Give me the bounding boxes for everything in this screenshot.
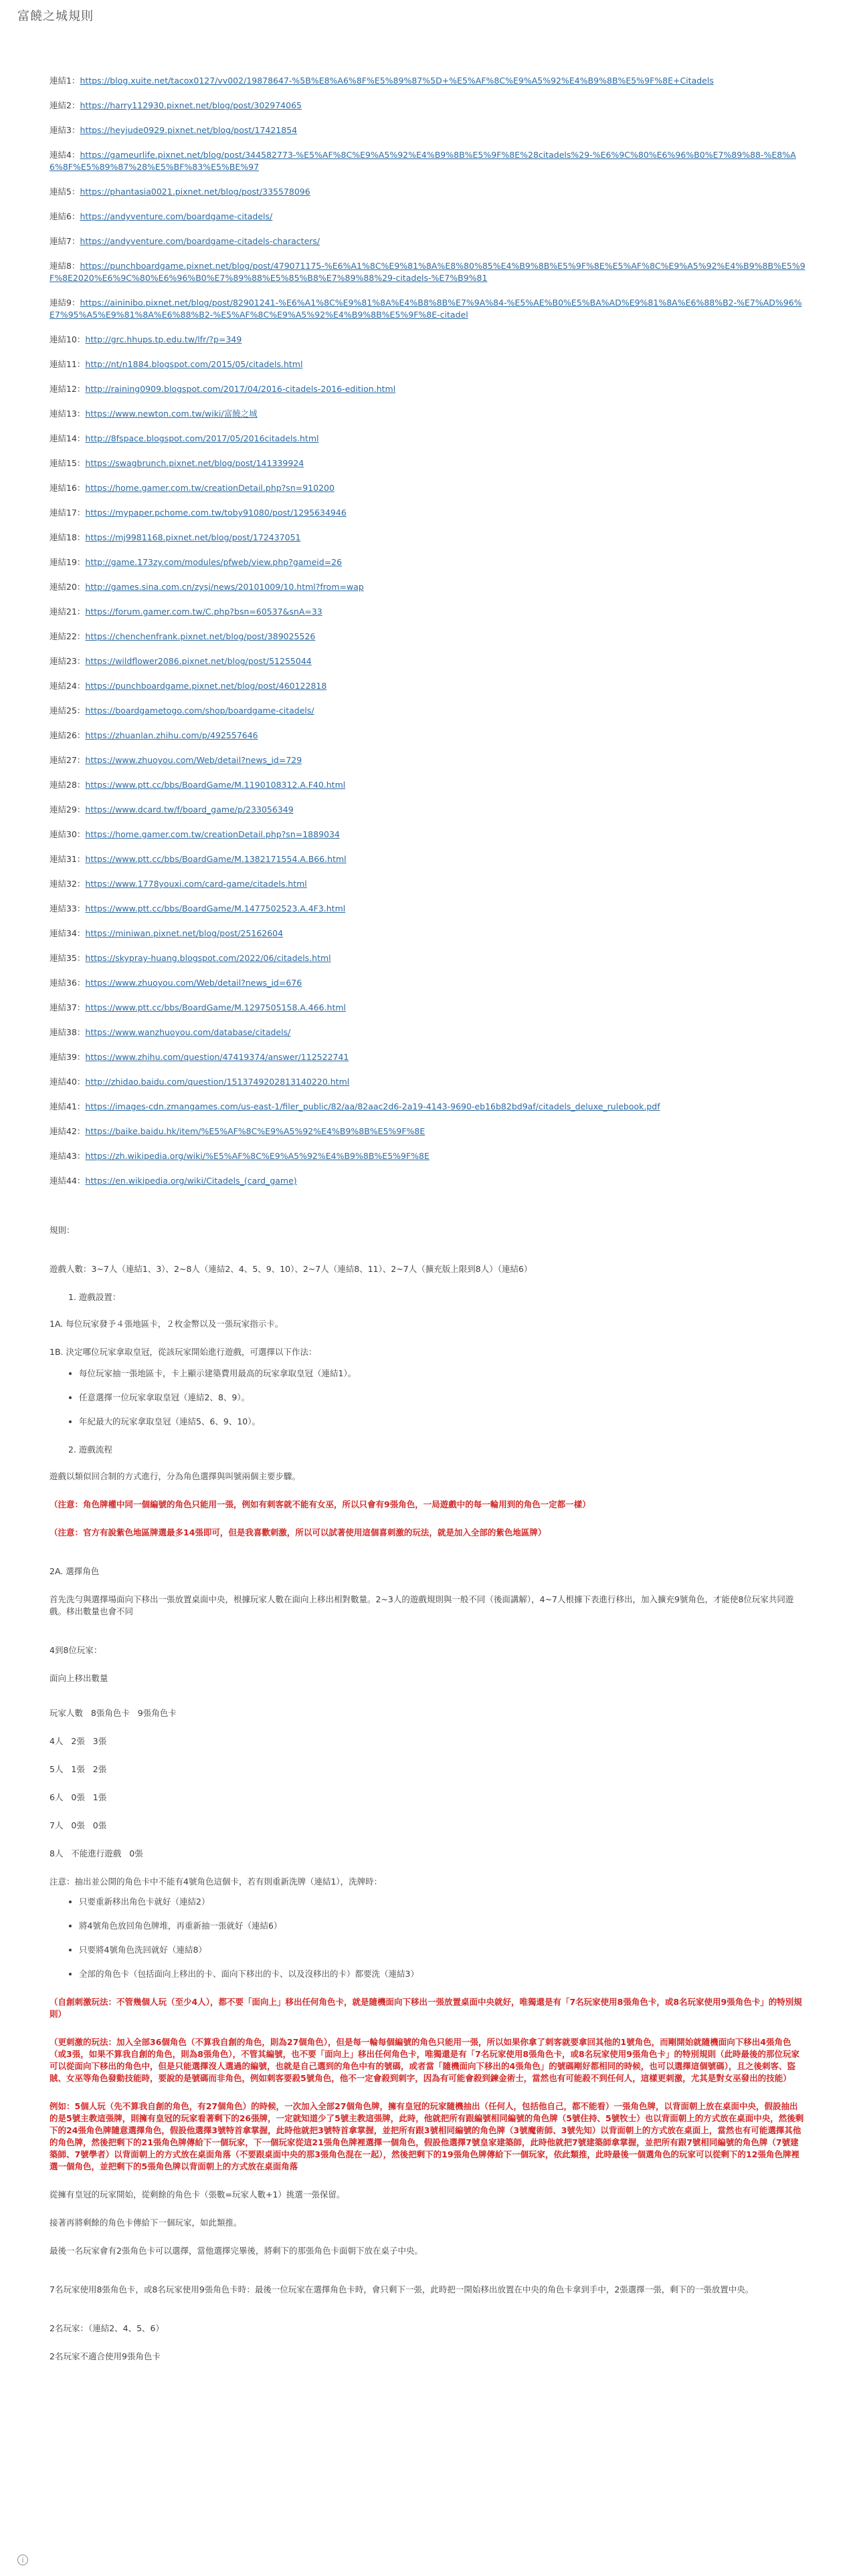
reference-link-item: [50, 297, 805, 321]
reference-link[interactable]: https://mj9981168.pixnet.net/blog/post/172437051: [85, 532, 301, 542]
reference-link[interactable]: https://blog.xuite.net/tacox0127/vv002/19878647-%5B%E8%A6%8F%E5%89%87%5D+%E5%AF%8C%E9%A5%92%E4%B9%8B%E5%9F%8E+Citadels: [80, 76, 714, 86]
reference-link[interactable]: https://www.wanzhuoyou.com/database/citadels/: [85, 1027, 291, 1037]
setup-heading: 1. 遊戲設置：: [68, 1292, 121, 1302]
reference-link-item: [50, 1150, 805, 1162]
reference-link-label: 連結25：: [50, 706, 86, 716]
reference-link-item: [50, 408, 805, 420]
reference-link-label: 連結7：: [50, 236, 80, 246]
redraw-option-item: • 將4號角色放回角色牌堆，再重新抽一張就好（連結6）: [79, 1920, 805, 1932]
reference-link[interactable]: https://baike.baidu.hk/item/%E5%AF%8C%E9%A5%92%E4%B9%8B%E5%9F%8E: [85, 1126, 425, 1136]
reference-link-label: 連結6：: [50, 211, 80, 221]
reference-link-item: [50, 507, 805, 519]
reference-link-item: [50, 878, 805, 890]
reference-link-item: [50, 1002, 805, 1014]
reference-link-item: [50, 1076, 805, 1088]
reference-link-label: 連結16：: [50, 483, 86, 493]
red-block-1: （自創刺激玩法：不管幾個人玩（至少4人），都不要「面向上」移出任何角色卡，就是隨機面向下移出一張放置桌面中央就好，唯獨還是有「7名玩家使用8張角色卡，或8名玩家使用9張角色卡」的特別規則）: [50, 1997, 802, 2019]
reference-link[interactable]: http://game.173zy.com/modules/pfweb/view.php?gameid=26: [85, 557, 343, 567]
reference-link-item: [50, 457, 805, 469]
reference-link[interactable]: https://www.zhuoyou.com/Web/detail?news_id=729: [85, 755, 302, 765]
reference-link[interactable]: https://home.gamer.com.tw/creationDetail.php?sn=1889034: [85, 829, 340, 839]
crown-options-list: [50, 1368, 805, 1428]
table-subheading: 面向上移出數量: [50, 1673, 108, 1683]
reference-link-label: 連結1：: [50, 76, 80, 86]
reference-link-label: 連結20：: [50, 582, 86, 592]
reference-link[interactable]: https://chenchenfrank.pixnet.net/blog/post/389025526: [85, 631, 316, 641]
reference-link-item: [50, 1125, 805, 1138]
reference-link[interactable]: https://www.ptt.cc/bbs/BoardGame/M.1190108312.A.F40.html: [85, 780, 346, 790]
reference-link[interactable]: https://home.gamer.com.tw/creationDetail.php?sn=910200: [85, 483, 335, 493]
reference-link-label: 連結44：: [50, 1176, 86, 1186]
after-step-2: 接著再將剩餘的角色卡傳給下一個玩家，如此類推。: [50, 2218, 242, 2228]
reference-link[interactable]: https://punchboardgame.pixnet.net/blog/post/479071175-%E6%A1%8C%E9%81%8A%E8%80%85%E4%B9%8B%E5%9F%8E%E5%AF%8C%E9%A5%92%E4%B9%8B%E5%9F%8E2020%E6%9C%80%E6%96%B0%E7%89%88%E5%85%B8%E7%89%88%29-citadels-%E7%B9%81: [50, 261, 805, 283]
flow-heading: 2. 遊戲流程: [68, 1444, 112, 1455]
reference-link-label: 連結3：: [50, 125, 80, 135]
red-block-2: （更刺激的玩法：加入全部36個角色（不算我自創的角色，則為27個角色），但是每一輪每個編號的角色只能用一張，所以如果你拿了刺客就要拿回其他的1號角色，而剛開始就隨機面向下移出4張角色（或3張，如果不算我自創的角色，則為8張角色），不管其編號，也不要「面向上」移出任何角色卡，唯獨還是有「7名玩家使用8張角色卡，或8名玩家使用9張角色卡」的特別規則（此時最後的那位玩家可以從面向下移出的角色中，但是只能選擇沒人選過的編號，也就是自己選到的角色中有的號碼，或者當「隨機面向下移出的4張角色」的號碼剛好都相同的時候，也可以選擇這個號碼），且之後刺客、盜賊、女巫等角色發動技能時，要說的是號碼而非角色，例如刺客要殺5號角色，他不一定會殺到刺字，因為有可能會殺到鍊金術士，當然也有可能殺不到任何人，這樣更刺激，尤其是對女巫發出的技能）: [50, 2037, 799, 2083]
reference-link-label: 連結5：: [50, 187, 80, 197]
reference-link-label: 連結13：: [50, 409, 86, 419]
reference-link-label: 連結8：: [50, 261, 80, 271]
reference-link[interactable]: https://miniwan.pixnet.net/blog/post/25162604: [85, 928, 284, 938]
reference-link[interactable]: https://www.dcard.tw/f/board_game/p/233056349: [85, 804, 294, 815]
reference-link[interactable]: https://skypray-huang.blogspot.com/2022/06/citadels.html: [85, 953, 331, 963]
reference-link[interactable]: https://zhuanlan.zhihu.com/p/492557646: [85, 730, 258, 740]
reference-link-item: [50, 1027, 805, 1039]
reference-link[interactable]: https://aininibo.pixnet.net/blog/post/82901241-%E6%A1%8C%E9%81%8A%E4%B8%8B%E7%9A%84-%E5%AE%B0%E5%BA%AD%E9%81%8A%E6%88%B2-%E7%AD%96%E7%95%A5%E9%81%8A%E6%88%B2-%E5%AF%8C%E9%A5%92%E4%B9%8B%E5%9F%8E-citadel: [50, 298, 802, 320]
reference-link[interactable]: https://wildflower2086.pixnet.net/blog/post/51255044: [85, 656, 312, 666]
redraw-option-item: • 只要將4號角色洗回就好（連結8）: [79, 1944, 805, 1956]
reference-link[interactable]: https://www.zhuoyou.com/Web/detail?news_id=676: [85, 978, 302, 988]
reference-link-item: [50, 556, 805, 568]
reference-link-label: 連結31：: [50, 854, 86, 864]
reference-link[interactable]: http://8fspace.blogspot.com/2017/05/2016citadels.html: [85, 433, 319, 443]
select-intro: 首先洗勻與選擇場面向下移出一張放置桌面中央，根據玩家人數在面向上移出相對數量。2~3人的遊戲規則與一般不同（後面講解），4~7人根據下表進行移出，加入擴充9號角色，才能使8位玩家共同遊戲。移出數量也會不同: [50, 1594, 794, 1616]
page-title: 富饒之城規則: [17, 9, 94, 23]
reference-link[interactable]: http://games.sina.com.cn/zysj/news/20101009/10.html?from=wap: [85, 582, 364, 592]
table-row: 4人 2張 3張: [50, 1736, 107, 1746]
reference-link[interactable]: https://www.ptt.cc/bbs/BoardGame/M.1297505158.A.466.html: [85, 1002, 346, 1012]
reference-link-item: [50, 730, 805, 742]
reference-link[interactable]: https://boardgametogo.com/shop/boardgame-citadels/: [85, 706, 314, 716]
reference-link-label: 連結32：: [50, 879, 86, 889]
reference-link-item: [50, 186, 805, 198]
reference-link-label: 連結41：: [50, 1101, 86, 1111]
flow-intro: 遊戲以類似回合制的方式進行，分為角色選擇與叫號兩個主要步驟。: [50, 1471, 301, 1481]
reference-link-list: [50, 75, 805, 1187]
reference-link-item: [50, 211, 805, 223]
reference-link-label: 連結39：: [50, 1052, 86, 1062]
reference-link[interactable]: https://mypaper.pchome.com.tw/toby91080/post/1295634946: [85, 508, 347, 518]
reference-link-item: [50, 1051, 805, 1063]
reference-link-label: 連結14：: [50, 433, 86, 443]
reference-link-label: 連結11：: [50, 359, 86, 369]
reference-link-label: 連結12：: [50, 384, 86, 394]
reference-link-item: [50, 853, 805, 865]
reference-link[interactable]: https://swagbrunch.pixnet.net/blog/post/141339924: [85, 458, 304, 468]
reference-link-label: 連結42：: [50, 1126, 86, 1136]
reference-link-label: 連結33：: [50, 903, 86, 914]
player-count: 遊戲人數：3~7人（連結1、3）、2~8人（連結2、4、5、9、10）、2~7人（連結8、11）、2~7人（擴充版上限到8人）（連結6）: [50, 1264, 533, 1274]
redraw-option-item: • 只要重新移出角色卡就好（連結2）: [79, 1896, 805, 1908]
setup-1b: 1B. 決定哪位玩家拿取皇冠，從該玩家開始進行遊戲，可選擇以下作法：: [50, 1347, 317, 1357]
reference-link-label: 連結43：: [50, 1151, 86, 1161]
reference-link[interactable]: https://andyventure.com/boardgame-citadels-characters/: [80, 236, 320, 246]
reference-link-item: [50, 124, 805, 136]
reference-link[interactable]: https://www.zhihu.com/question/47419374/answer/112522741: [85, 1052, 349, 1062]
reference-link[interactable]: http://grc.hhups.tp.edu.tw/lfr/?p=349: [85, 334, 242, 344]
reference-link[interactable]: http://raining0909.blogspot.com/2017/04/2016-citadels-2016-edition.html: [85, 384, 396, 394]
reference-link-item: [50, 433, 805, 445]
reference-link-item: [50, 482, 805, 494]
reference-link-item: [50, 532, 805, 544]
after-step-3: 最後一名玩家會有2張角色卡可以選擇，當他選擇完畢後，將剩下的那張角色卡面朝下放在桌子中央。: [50, 2246, 423, 2256]
reference-link-label: 連結15：: [50, 458, 86, 468]
reference-link-label: 連結24：: [50, 681, 86, 691]
rules-heading: 規則：: [50, 1225, 75, 1235]
article-body: [50, 75, 805, 2379]
reference-link[interactable]: https://punchboardgame.pixnet.net/blog/post/460122818: [85, 681, 327, 691]
reference-link-label: 連結17：: [50, 508, 86, 518]
reference-link-item: [50, 655, 805, 667]
reference-link-item: [50, 581, 805, 593]
reference-link-label: 連結19：: [50, 557, 86, 567]
reference-link-label: 連結35：: [50, 953, 86, 963]
reference-link-item: [50, 928, 805, 940]
reference-link-item: [50, 75, 805, 87]
reference-link[interactable]: https://en.wikipedia.org/wiki/Citadels_(card_game): [85, 1176, 297, 1186]
two-player-heading: 2名玩家：（連結2、4、5、6）: [50, 2323, 165, 2333]
reference-link-item: [50, 705, 805, 717]
reference-link-label: 連結40：: [50, 1077, 86, 1087]
reference-link[interactable]: https://www.ptt.cc/bbs/BoardGame/M.1382171554.A.B66.html: [85, 854, 347, 864]
reference-link[interactable]: http://nt/n1884.blogspot.com/2015/05/citadels.html: [85, 359, 303, 369]
reference-link[interactable]: https://images-cdn.zmangames.com/us-east-1/filer_public/82/aa/82aac2d6-2a19-4143-9690-eb16b82bd9af/citadels_deluxe_rulebook.pdf: [85, 1101, 660, 1111]
setup-1a: 1A. 每位玩家發予４張地區卡，２枚金幣以及一張玩家指示卡。: [50, 1319, 284, 1329]
redraw-options-list: [50, 1896, 805, 1980]
table-row: 5人 1張 2張: [50, 1764, 107, 1774]
reference-link-label: 連結37：: [50, 1002, 86, 1012]
reference-link-item: [50, 804, 805, 816]
reference-link-item: [50, 606, 805, 618]
reference-link-item: [50, 100, 805, 112]
reference-link-item: [50, 260, 805, 284]
reference-link-item: [50, 383, 805, 395]
reference-link-item: [50, 631, 805, 643]
special-rule: 7名玩家使用8張角色卡，或8名玩家使用9張角色卡時：最後一位玩家在選擇角色卡時，會只剩下一張，此時把一開始移出放置在中央的角色卡拿到手中，2張選擇一張，剩下的一張放置中央。: [50, 2284, 754, 2294]
table-row: 6人 0張 1張: [50, 1792, 107, 1802]
reference-link-item: [50, 1101, 805, 1113]
red-note-2: （注意：官方有說紫色地區牌選最多14張即可，但是我喜歡刺激，所以可以試著使用這個喜刺激的玩法，就是加入全部的紫色地區牌）: [50, 1527, 547, 1537]
reference-link-label: 連結38：: [50, 1027, 86, 1037]
reference-link[interactable]: https://www.1778youxi.com/card-game/citadels.html: [85, 879, 307, 889]
reference-link-label: 連結9：: [50, 298, 80, 308]
reference-link-item: [50, 779, 805, 791]
two-player-line: 2名玩家不適合使用9張角色卡: [50, 2351, 161, 2361]
reference-link-label: 連結23：: [50, 656, 86, 666]
crown-option-item: • 任意選擇一位玩家拿取皇冠（連結2、8、9）。: [79, 1392, 805, 1404]
reference-link-label: 連結4：: [50, 150, 80, 160]
reference-link-label: 連結2：: [50, 100, 80, 110]
reference-link-item: [50, 903, 805, 915]
reference-link-label: 連結21：: [50, 607, 86, 617]
reference-link-label: 連結22：: [50, 631, 86, 641]
reference-link-label: 連結36：: [50, 978, 86, 988]
reference-link-item: [50, 952, 805, 964]
reference-link-item: [50, 334, 805, 346]
reference-link-item: [50, 829, 805, 841]
reference-link-label: 連結27：: [50, 755, 86, 765]
reference-link[interactable]: https://www.newton.com.tw/wiki/富饒之城: [85, 409, 258, 419]
removal-table: [50, 1735, 805, 1860]
reference-link-label: 連結28：: [50, 780, 86, 790]
reference-link-label: 連結34：: [50, 928, 86, 938]
info-circle-icon[interactable]: i: [17, 2555, 28, 2565]
reference-link-item: [50, 235, 805, 247]
reference-link-item: [50, 149, 805, 173]
table-heading: 4到8位玩家：: [50, 1645, 102, 1655]
reference-link[interactable]: http://zhidao.baidu.com/question/1513749202813140220.html: [85, 1077, 350, 1087]
reference-link-item: [50, 754, 805, 766]
reference-link-label: 連結30：: [50, 829, 86, 839]
reference-link-label: 連結26：: [50, 730, 86, 740]
reference-link-label: 連結18：: [50, 532, 86, 542]
reference-link[interactable]: https://andyventure.com/boardgame-citadels/: [80, 211, 273, 221]
table-header: 玩家人數 8張角色卡 9張角色卡: [50, 1708, 177, 1718]
redraw-option-item: • 全部的角色卡（包括面向上移出的卡、面向下移出的卡、以及沒移出的卡）都要洗（連結3）: [79, 1968, 805, 1980]
table-row: 7人 0張 0張: [50, 1820, 107, 1830]
reference-link-item: [50, 1175, 805, 1187]
red-note-1: （注意：角色牌權中同一個編號的角色只能用一張，例如有刺客就不能有女巫，所以只會有9張角色，一局遊戲中的每一輪用到的角色一定都一樣）: [50, 1499, 591, 1509]
reference-link-label: 連結29：: [50, 804, 86, 815]
reference-link-item: [50, 680, 805, 692]
red-block-3: 例如：5個人玩（先不算我自創的角色，有27個角色）的時候，一次加入全部27個角色牌，擁有皇冠的玩家隨機抽出（任何人，包括他自己，都不能看）一張角色牌，以背面朝上放在桌面中央，假設抽出的是5號主教這張牌，則擁有皇冠的玩家看著剩下的26張牌，一定就知道少了5號主教這張牌，此時，他就把所有跟編號相同編號的角色牌（5號住持、5號牧士）也以背面朝上的方式放在桌面中央，然後剩下的24張角色牌隨意選擇角色，假設他選擇3號特首拿掌握，此時他就把3號特首拿掌握，並把所有跟3號相同編號的角色牌（3號魔術師、3號先知）以背面朝上的方式放在桌面上，當然也有可能選擇其他的角色牌，然後把剩下的21張角色牌傳給下一個玩家，下一個玩家從這21張角色牌裡選擇一個角色，假設他選擇7號皇家建築師，此時他就把7號建築師拿掌握，並把所有跟7號相同編號的角色牌（7號建築師、7號學者）以背面朝上的方式放在桌面角落（不要跟桌面中央的那3張角色混在一起），然後把剩下的19張角色牌傳給下一個玩家，依此類推，此時最後一個選角色的玩家可以從剩下的12張角色牌裡選一個角色，並把剩下的5張角色牌以背面朝上的方式放在桌面角落: [50, 2101, 804, 2171]
reference-link[interactable]: https://harry112930.pixnet.net/blog/post/302974065: [80, 100, 302, 110]
after-step-1: 從擁有皇冠的玩家開始，從剩餘的角色卡（張數=玩家人數+1）挑選一張保留。: [50, 2189, 345, 2199]
reference-link[interactable]: https://forum.gamer.com.tw/C.php?bsn=60537&snA=33: [85, 607, 322, 617]
redraw-note: 注意：抽出並公開的角色卡中不能有4號角色這個卡，若有則重新洗牌（連結1），洗牌時：: [50, 1876, 383, 1887]
reference-link-item: [50, 977, 805, 989]
reference-link[interactable]: https://gameurlife.pixnet.net/blog/post/344582773-%E5%AF%8C%E9%A5%92%E4%B9%8B%E5%9F%8E%28citadels%29-%E6%9C%80%E6%96%B0%E7%89%88-%E8%A6%8F%E5%89%87%28%E5%BF%83%E5%BE%97: [50, 150, 796, 172]
crown-option-item: • 每位玩家抽一張地區卡，卡上顯示建築費用最高的玩家拿取皇冠（連結1）。: [79, 1368, 805, 1380]
select-heading: 2A. 選擇角色: [50, 1566, 100, 1576]
reference-link[interactable]: https://zh.wikipedia.org/wiki/%E5%AF%8C%E9%A5%92%E4%B9%8B%E5%9F%8E: [85, 1151, 430, 1161]
reference-link[interactable]: https://heyjude0929.pixnet.net/blog/post/17421854: [80, 125, 298, 135]
reference-link[interactable]: https://www.ptt.cc/bbs/BoardGame/M.1477502523.A.4F3.html: [85, 903, 346, 914]
table-row: 8人 不能進行遊戲 0張: [50, 1848, 143, 1858]
reference-link[interactable]: https://phantasia0021.pixnet.net/blog/post/335578096: [80, 187, 310, 197]
reference-link-item: [50, 358, 805, 370]
reference-link-label: 連結10：: [50, 334, 86, 344]
crown-option-item: • 年紀最大的玩家拿取皇冠（連結5、6、9、10）。: [79, 1416, 805, 1428]
